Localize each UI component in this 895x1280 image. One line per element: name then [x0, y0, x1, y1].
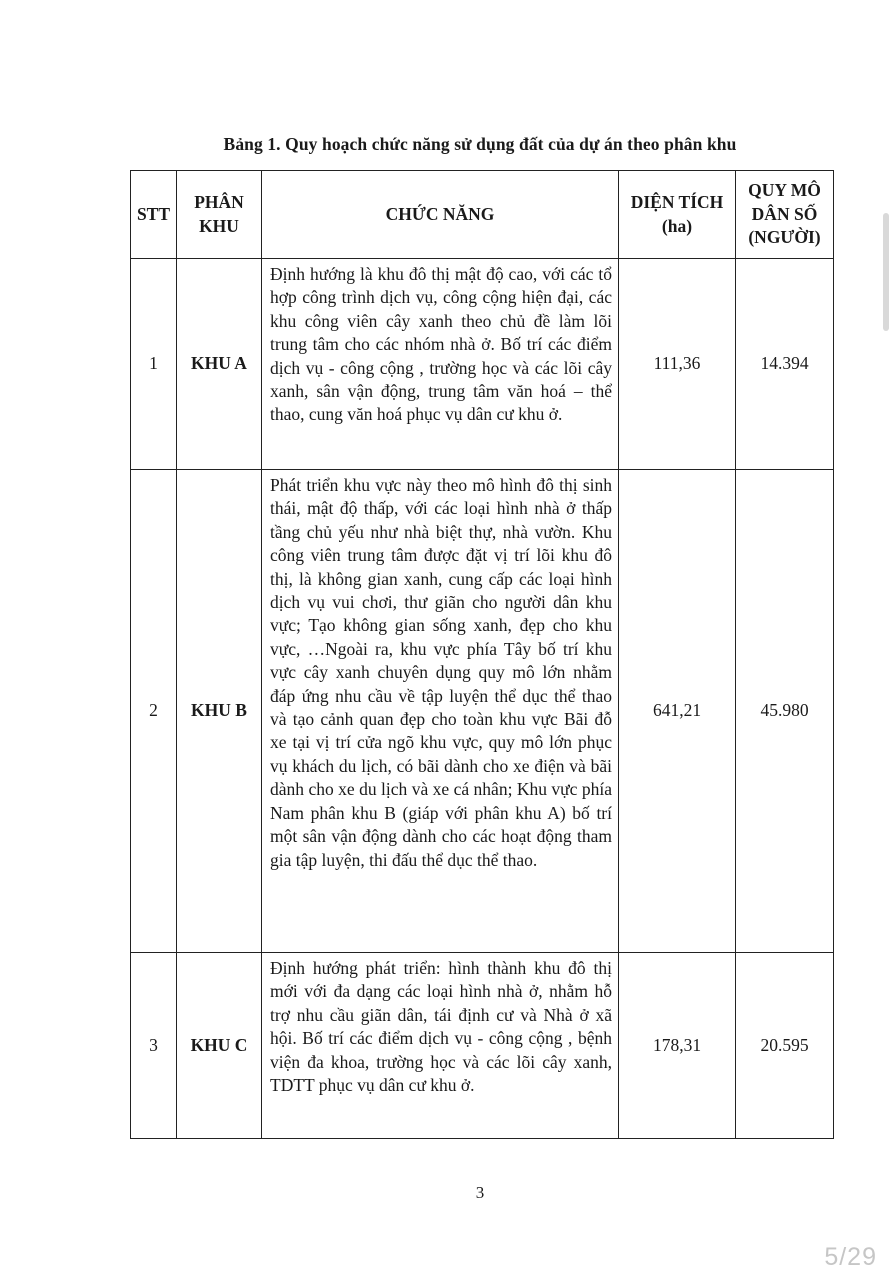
page-indicator: 5/29	[824, 1243, 877, 1271]
cell-zone: KHU B	[177, 470, 262, 953]
header-function: CHỨC NĂNG	[262, 171, 619, 259]
cell-function: Phát triển khu vực này theo mô hình đô thị sinh thái, mật độ thấp, với các loại hình nhà ở thấp tầng chủ yếu như nhà biệt thự, nhà vườn. Khu công viên trung tâm được đặt vị trí lõi khu đô thị, là không gian xanh, cung cấp các loại hình dịch vụ vui chơi, thư giãn cho người dân khu vực; Tạo không gian sống xanh, đẹp cho khu vực, …Ngoài ra, khu vực phía Tây bố trí khu vực cây xanh chuyên dụng quy mô lớn nhằm đáp ứng nhu cầu về tập luyện thể dục thể thao và tạo cảnh quan đẹp cho toàn khu vực Bãi đỗ xe tại vị trí cửa ngõ khu vực, quy mô lớn phục vụ khách du lịch, có bãi dành cho xe điện và bãi dành cho xe du lịch và xe cá nhân; Khu vực phía Nam phân khu B (giáp với phân khu A) bố trí một sân vận động dành cho các hoạt động tham gia tập luyện, thi đấu thể dục thể thao.	[262, 470, 619, 953]
table-header-row	[131, 171, 834, 259]
header-stt: STT	[131, 171, 177, 259]
cell-area: 641,21	[619, 470, 736, 953]
table-row	[131, 259, 834, 470]
cell-function: Định hướng phát triển: hình thành khu đô thị mới với đa dạng các loại hình nhà ở, nhằm hỗ trợ nhu cầu giãn dân, tái định cư và Nhà ở xã hội. Bố trí các điểm dịch vụ - công cộng , bệnh viện đa khoa, trường học và các lõi cây xanh, TDTT phục vụ dân cư khu ở.	[262, 953, 619, 1139]
cell-zone: KHU A	[177, 259, 262, 470]
land-use-table	[130, 170, 834, 1139]
scrollbar-thumb[interactable]	[883, 213, 889, 331]
cell-population: 20.595	[736, 953, 834, 1139]
table-caption: Bảng 1. Quy hoạch chức năng sử dụng đất của dự án theo phân khu	[223, 134, 737, 154]
cell-population: 14.394	[736, 259, 834, 470]
page-number: 3	[475, 1183, 485, 1202]
table-row	[131, 470, 834, 953]
cell-stt: 1	[131, 259, 177, 470]
cell-population: 45.980	[736, 470, 834, 953]
cell-stt: 2	[131, 470, 177, 953]
cell-zone: KHU C	[177, 953, 262, 1139]
cell-area: 178,31	[619, 953, 736, 1139]
cell-function: Định hướng là khu đô thị mật độ cao, với các tổ hợp công trình dịch vụ, công cộng hiện đại, các khu công viên cây xanh theo chủ đề làm lõi trung tâm cho các nhóm nhà ở. Bố trí các điểm dịch vụ - công cộng , trường học và các lõi cây xanh, sân vận động, trung tâm văn hoá – thể thao, cung văn hoá phục vụ dân cư khu ở.	[262, 259, 619, 470]
table-row	[131, 953, 834, 1139]
header-area: DIỆN TÍCH (ha)	[619, 171, 736, 259]
header-population: QUY MÔ DÂN SỐ (NGƯỜI)	[736, 171, 834, 259]
cell-area: 111,36	[619, 259, 736, 470]
cell-stt: 3	[131, 953, 177, 1139]
header-zone: PHÂN KHU	[177, 171, 262, 259]
